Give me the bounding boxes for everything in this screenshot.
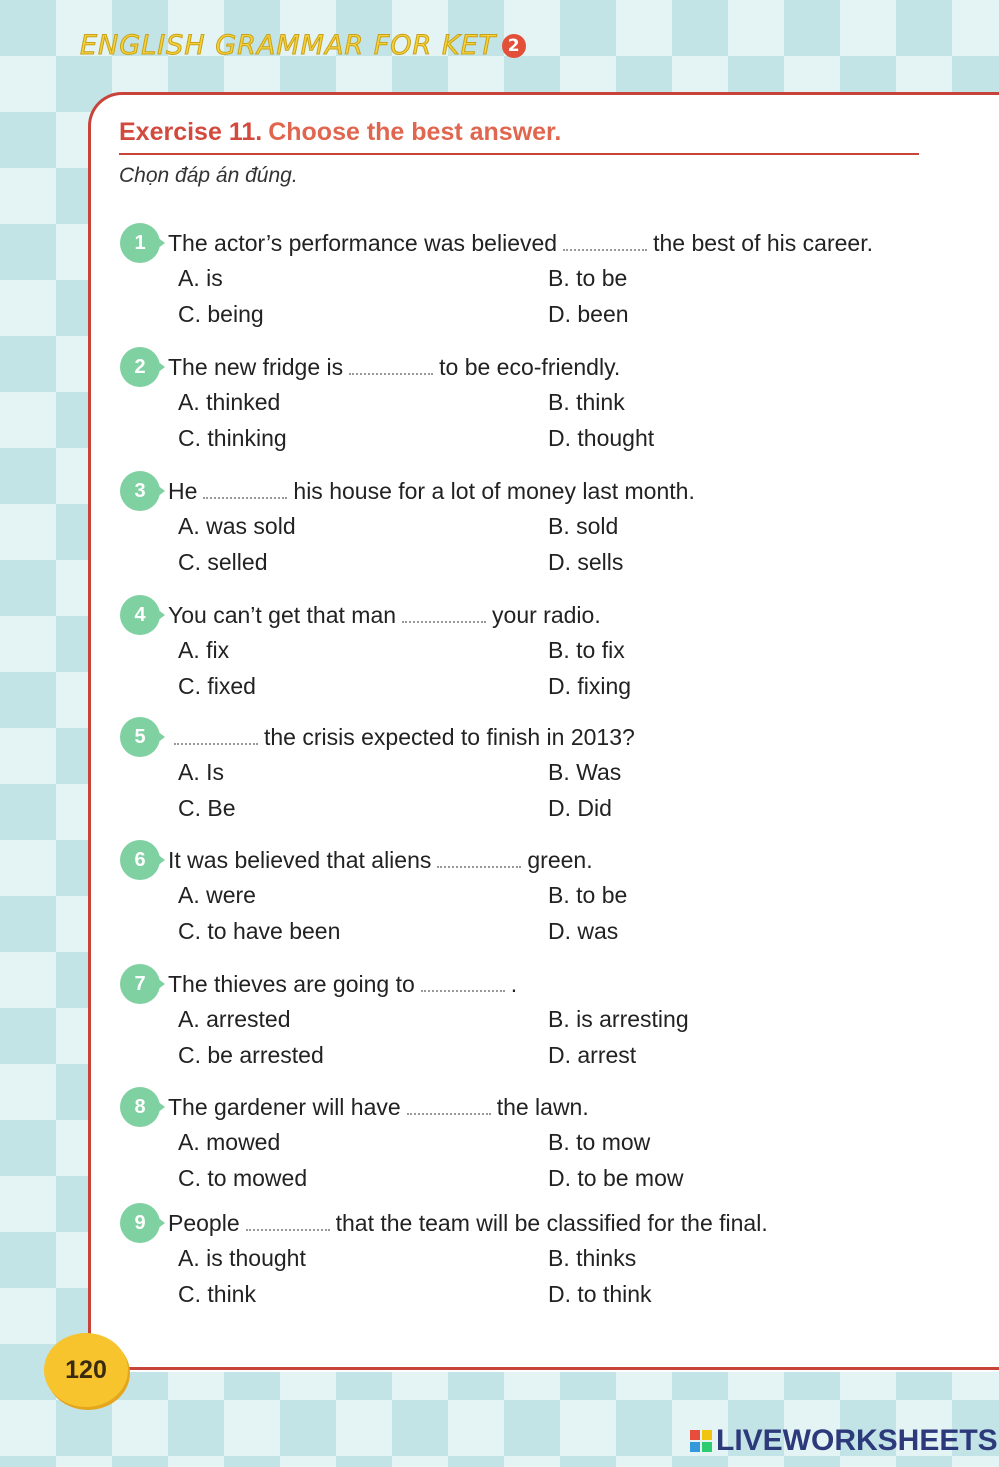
option-a[interactable]: A. were	[178, 882, 256, 908]
option-b[interactable]: B. to mow	[548, 1129, 651, 1155]
question-stem	[118, 1092, 938, 1122]
exercise-header	[119, 118, 919, 155]
option-b[interactable]: B. sold	[548, 513, 619, 539]
question-5	[118, 722, 938, 822]
answer-blank[interactable]	[203, 483, 287, 499]
liveworksheets-mark-icon	[690, 1430, 712, 1452]
question-9	[118, 1208, 938, 1308]
answer-blank[interactable]	[402, 607, 486, 623]
question-4	[118, 600, 938, 700]
option-d[interactable]: D. Did	[548, 795, 612, 821]
question-stem	[118, 352, 938, 382]
question-stem	[118, 722, 938, 752]
answer-blank[interactable]	[246, 1215, 330, 1231]
option-b[interactable]: B. to fix	[548, 637, 625, 663]
answer-options	[178, 512, 938, 576]
question-2	[118, 352, 938, 452]
option-b[interactable]: B. to be	[548, 882, 628, 908]
option-b[interactable]: B. is arresting	[548, 1006, 689, 1032]
question-number-badge: 2	[120, 347, 160, 387]
option-c[interactable]: C. fixed	[178, 673, 256, 699]
option-d[interactable]: D. fixing	[548, 673, 632, 699]
stem-before-blank: It was believed that aliens	[168, 846, 432, 873]
answer-blank[interactable]	[563, 235, 647, 251]
answer-options	[178, 1128, 938, 1192]
option-a[interactable]: A. thinked	[178, 389, 281, 415]
book-title-text: ENGLISH GRAMMAR FOR KET	[80, 30, 497, 61]
option-c[interactable]: C. selled	[178, 549, 268, 575]
bottom-divider	[120, 1367, 999, 1370]
option-a[interactable]: A. arrested	[178, 1006, 291, 1032]
option-b[interactable]: B. Was	[548, 759, 622, 785]
answer-options	[178, 388, 938, 452]
question-number-badge: 6	[120, 840, 160, 880]
option-c[interactable]: C. be arrested	[178, 1042, 324, 1068]
option-a[interactable]: A. is	[178, 265, 223, 291]
question-1	[118, 228, 938, 328]
stem-after-blank: your radio.	[492, 601, 601, 628]
stem-before-blank: People	[168, 1209, 240, 1236]
option-a[interactable]: A. was sold	[178, 513, 296, 539]
option-b[interactable]: B. to be	[548, 265, 628, 291]
stem-after-blank: the best of his career.	[653, 229, 873, 256]
question-7	[118, 969, 938, 1069]
stem-before-blank: The thieves are going to	[168, 970, 415, 997]
question-stem	[118, 476, 938, 506]
question-number-badge: 8	[120, 1087, 160, 1127]
stem-before-blank: The actor’s performance was believed	[168, 229, 558, 256]
question-number-badge: 9	[120, 1203, 160, 1243]
question-number-badge: 4	[120, 595, 160, 635]
question-8	[118, 1092, 938, 1192]
stem-after-blank: to be eco-friendly.	[439, 353, 621, 380]
option-c[interactable]: C. thinking	[178, 425, 287, 451]
question-number-badge: 3	[120, 471, 160, 511]
answer-blank[interactable]	[174, 729, 258, 745]
option-c[interactable]: C. Be	[178, 795, 236, 821]
question-stem	[118, 1208, 938, 1238]
option-b[interactable]: B. thinks	[548, 1245, 637, 1271]
question-stem	[118, 845, 938, 875]
question-stem	[118, 228, 938, 258]
option-d[interactable]: D. been	[548, 301, 629, 327]
answer-options	[178, 264, 938, 328]
liveworksheets-text: LIVEWORKSHEETS	[716, 1424, 998, 1457]
stem-after-blank: his house for a lot of money last month.	[293, 477, 695, 504]
stem-before-blank: The new fridge is	[168, 353, 344, 380]
option-d[interactable]: D. arrest	[548, 1042, 637, 1068]
exercise-label: Exercise 11.	[119, 118, 263, 146]
stem-after-blank: the crisis expected to finish in 2013?	[264, 723, 635, 750]
page-number: 120	[44, 1333, 128, 1407]
answer-options	[178, 1244, 938, 1308]
exercise-instruction: Choose the best answer.	[268, 118, 562, 146]
stem-after-blank: that the team will be classified for the final.	[335, 1209, 768, 1236]
mark-square	[702, 1442, 712, 1452]
liveworksheets-logo	[690, 1424, 998, 1458]
stem-before-blank: The gardener will have	[168, 1093, 401, 1120]
option-c[interactable]: C. think	[178, 1281, 256, 1307]
stem-after-blank: .	[510, 970, 518, 997]
option-a[interactable]: A. mowed	[178, 1129, 281, 1155]
option-c[interactable]: C. to mowed	[178, 1165, 308, 1191]
mark-square	[690, 1430, 700, 1440]
option-d[interactable]: D. to think	[548, 1281, 652, 1307]
stem-before-blank: You can’t get that man	[168, 601, 397, 628]
option-d[interactable]: D. thought	[548, 425, 655, 451]
question-number-badge: 1	[120, 223, 160, 263]
option-b[interactable]: B. think	[548, 389, 625, 415]
answer-options	[178, 636, 938, 700]
option-d[interactable]: D. was	[548, 918, 619, 944]
stem-after-blank: green.	[527, 846, 593, 873]
exercise-subtitle: Chọn đáp án đúng.	[119, 164, 298, 187]
stem-after-blank: the lawn.	[496, 1093, 589, 1120]
mark-square	[702, 1430, 712, 1440]
option-c[interactable]: C. to have been	[178, 918, 341, 944]
answer-options	[178, 758, 938, 822]
question-stem	[118, 600, 938, 630]
question-number-badge: 7	[120, 964, 160, 1004]
option-a[interactable]: A. is thought	[178, 1245, 306, 1271]
question-number-badge: 5	[120, 717, 160, 757]
question-3	[118, 476, 938, 576]
book-title	[80, 30, 526, 61]
option-d[interactable]: D. sells	[548, 549, 624, 575]
mark-square	[690, 1442, 700, 1452]
answer-blank[interactable]	[349, 359, 433, 375]
stem-before-blank: He	[168, 477, 198, 504]
answer-blank[interactable]	[407, 1099, 491, 1115]
option-c[interactable]: C. being	[178, 301, 264, 327]
answer-blank[interactable]	[421, 976, 505, 992]
question-6	[118, 845, 938, 945]
answer-options	[178, 881, 938, 945]
option-a[interactable]: A. Is	[178, 759, 225, 785]
answer-blank[interactable]	[437, 852, 521, 868]
question-stem	[118, 969, 938, 999]
book-volume-badge: 2	[502, 34, 526, 58]
option-a[interactable]: A. fix	[178, 637, 230, 663]
answer-options	[178, 1005, 938, 1069]
option-d[interactable]: D. to be mow	[548, 1165, 684, 1191]
